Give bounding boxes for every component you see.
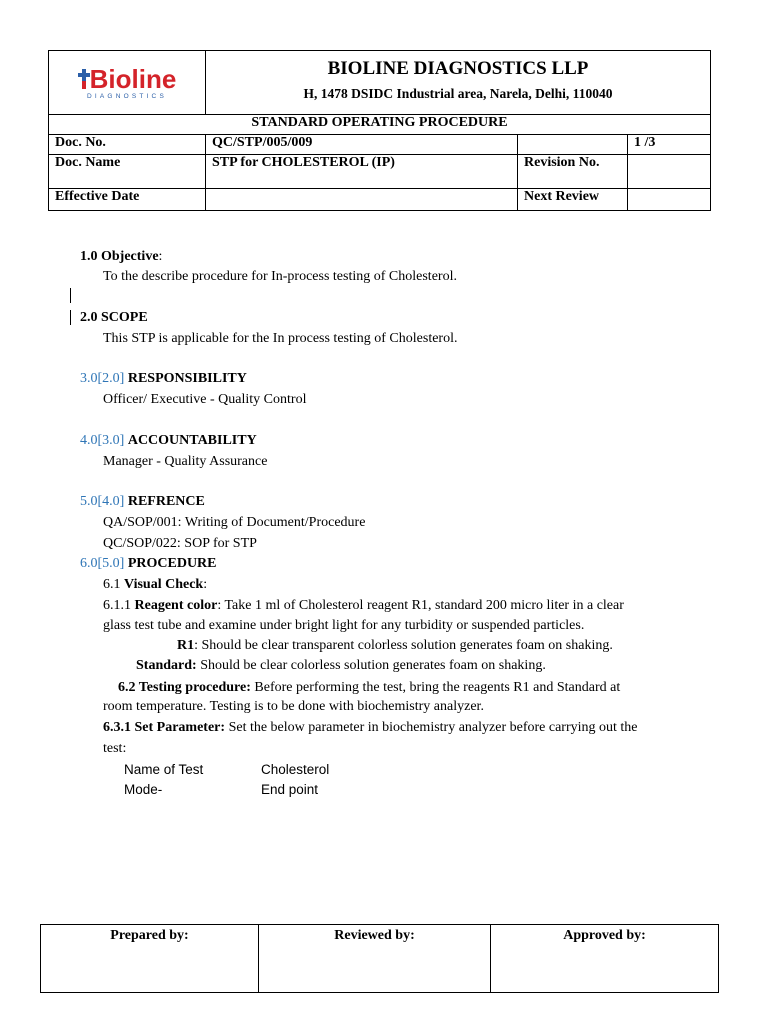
revision-label: Revision No. [518, 155, 628, 189]
company-cell [206, 51, 711, 115]
page-number: 1 /3 [628, 135, 711, 155]
next-review-value [628, 189, 711, 211]
revision-value [628, 155, 711, 189]
objective-text: To the describe procedure for In-process testing of Cholesterol. [103, 269, 457, 284]
change-bar [70, 310, 71, 325]
doc-no-label: Doc. No. [49, 135, 206, 155]
param-value: End point [261, 782, 319, 797]
param-label: Name of Test [124, 762, 204, 777]
bioline-logo [78, 63, 177, 100]
reviewed-by-cell: Reviewed by: [259, 925, 491, 993]
scope-heading: 2.0 SCOPE [80, 310, 148, 325]
effective-date-value [206, 189, 518, 211]
doc-no-value: QC/STP/005/009 [206, 135, 518, 155]
reagent-color-line-2: glass test tube and examine under bright light for any turbidity or suspended particles. [103, 618, 585, 633]
prepared-by-cell: Prepared by: [41, 925, 259, 993]
doc-name-value: STP for CHOLESTEROL (IP) [206, 155, 518, 189]
visual-check-heading: 6.1 Visual Check: [103, 577, 208, 592]
responsibility-heading: 3.0[2.0] RESPONSIBILITY [80, 371, 247, 386]
r1-line: R1: Should be clear transparent colorless solution generates foam on shaking. [177, 638, 613, 653]
logo-cross-icon [78, 68, 90, 90]
company-address: H, 1478 DSIDC Industrial area, Narela, Delhi, 110040 [303, 86, 613, 101]
param-label: Mode- [124, 782, 163, 797]
revision-number: 3.0[2.0] [80, 371, 125, 386]
objective-heading: 1.0 Objective: [80, 249, 163, 264]
sop-title: STANDARD OPERATING PROCEDURE [49, 115, 711, 135]
testing-procedure-line-2: room temperature. Testing is to be done with biochemistry analyzer. [103, 699, 484, 714]
revision-number: 5.0[4.0] [80, 494, 125, 509]
revision-number: 4.0[3.0] [80, 433, 125, 448]
doc-name-label: Doc. Name [49, 155, 206, 189]
scope-text: This STP is applicable for the In process testing of Cholesterol. [103, 331, 458, 346]
doc-no-spacer [518, 135, 628, 155]
change-bar [70, 288, 71, 303]
responsibility-text: Officer/ Executive - Quality Control [103, 392, 307, 407]
reference-item: QC/SOP/022: SOP for STP [103, 536, 257, 551]
reference-item: QA/SOP/001: Writing of Document/Procedure [103, 515, 366, 530]
testing-procedure-line: 6.2 Testing procedure: Before performing the test, bring the reagents R1 and Standard at [118, 680, 621, 695]
set-parameter-line-2: test: [103, 741, 127, 756]
company-name: BIOLINE DIAGNOSTICS LLP [327, 58, 589, 79]
effective-date-label: Effective Date [49, 189, 206, 211]
set-parameter-line: 6.3.1 Set Parameter: Set the below parameter in biochemistry analyzer before carrying out the [103, 720, 638, 735]
reference-heading: 5.0[4.0] REFRENCE [80, 494, 205, 509]
accountability-heading: 4.0[3.0] ACCOUNTABILITY [80, 433, 257, 448]
reagent-color-line: 6.1.1 Reagent color: Take 1 ml of Cholesterol reagent R1, standard 200 micro liter in a clear [103, 598, 624, 613]
procedure-heading: 6.0[5.0] PROCEDURE [80, 556, 217, 571]
document-header-table [48, 50, 711, 211]
logo-cell [49, 51, 206, 115]
revision-number: 6.0[5.0] [80, 556, 125, 571]
logo-tagline: DIAGNOSTICS [87, 92, 167, 100]
standard-line: Standard: Should be clear colorless solution generates foam on shaking. [136, 658, 546, 673]
logo-text: Bioline [89, 63, 177, 94]
accountability-text: Manager - Quality Assurance [103, 454, 268, 469]
param-value: Cholesterol [261, 762, 330, 777]
approved-by-cell: Approved by: [491, 925, 719, 993]
next-review-label: Next Review [518, 189, 628, 211]
signature-table [40, 924, 719, 993]
